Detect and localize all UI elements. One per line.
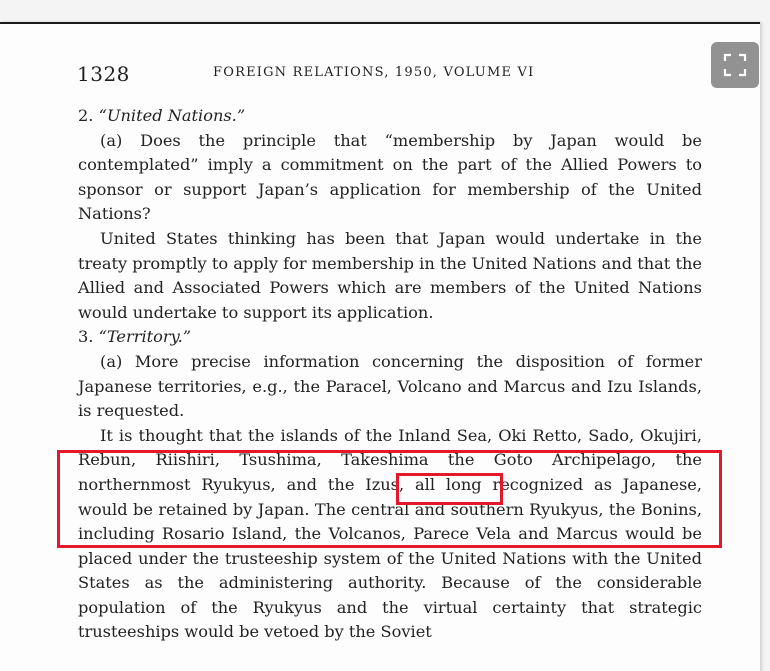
paragraph: (a) Does the principle that “membership by Japan would be contemplated” imply a commitment on the part of the Allied Powers to sponsor or support Japan’s application for membership of the United Nations? (78, 130, 702, 224)
page-body (78, 104, 702, 645)
paragraph: United States thinking has been that Japan would undertake in the treaty promptly to apply for membership in the United Nations and that the Allied and Associated Powers which are members of the United Nations would undertake to support its application. (78, 228, 702, 322)
paragraph: (a) More precise information concerning the disposition of former Japanese territories, e.g., the Paracel, Volcano and Marcus and Izu Islands, is requested. (78, 351, 702, 421)
highlighted-word: Takeshima (341, 450, 429, 470)
fullscreen-icon (723, 53, 747, 77)
section-title: “Territory.” (98, 327, 192, 347)
paragraph-text: the Goto Archipelago, the northernmost Ryukyus, and the Izus, all long recognized as Japanese, would be retained by Japan. The central and southern Ryukyus, the Bonins, including Rosario Island, the Volcanos, Parece Vela and Marcus would be placed under the trusteeship system of the United Nations with the United States as the administering authority. Because of the considerable population of the Ryukyus and the virtual certainty that strategic trusteeships would be vetoed by the Soviet (78, 450, 703, 642)
page-number: 1328 (77, 62, 130, 86)
section-title: “United Nations.” (98, 106, 246, 125)
section-number: 2. (78, 106, 99, 125)
paragraph-highlighted (78, 424, 702, 645)
paragraph-text: It is thought that the islands of the Inland Sea, Oki Retto, Sado, Okujiri, Rebun, Riishiri, Tsushima, (78, 425, 702, 470)
fullscreen-button[interactable] (711, 42, 759, 88)
running-head: FOREIGN RELATIONS, 1950, VOLUME VI (213, 65, 535, 80)
section-heading-united-nations (78, 104, 702, 129)
section-number: 3. (78, 327, 99, 347)
section-heading-territory (78, 325, 702, 350)
